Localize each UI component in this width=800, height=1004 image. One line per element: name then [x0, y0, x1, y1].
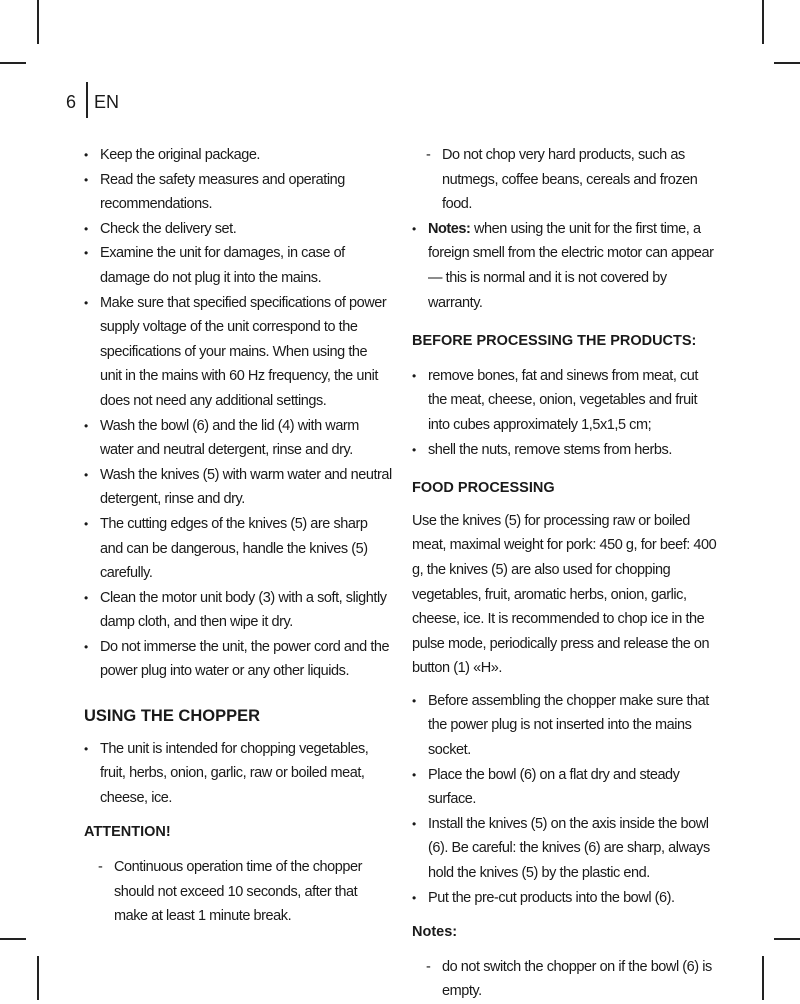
section-heading-using: USING THE CHOPPER [84, 707, 261, 726]
crop-mark-top-right-vertical [762, 0, 764, 44]
before-processing-list [412, 364, 717, 462]
list-item: • Check the delivery set. [84, 217, 392, 242]
notes-heading: Notes: [412, 924, 458, 941]
crop-mark-top-right-horizontal [774, 62, 800, 64]
list-item: • Examine the unit for damages, in case of damage do not plug it into the mains. [84, 241, 392, 290]
notes-label: Notes: [428, 220, 471, 237]
list-item: • Wash the bowl (6) and the lid (4) with warm water and neutral detergent, rinse and dry. [84, 414, 392, 463]
list-item: • Wash the knives (5) with warm water and neutral detergent, rinse and dry. [84, 463, 392, 512]
list-item: • Before assembling the chopper make sure that the power plug is not inserted into the mains socket. [412, 689, 717, 763]
page-number: 6 [66, 92, 77, 112]
food-processing-list [412, 689, 717, 910]
language-label: EN [94, 92, 120, 112]
attention-heading: ATTENTION! [84, 824, 171, 841]
notes-text: when using the unit for the first time, a foreign smell from the electric motor can appear — this is normal and it is not covered by warranty. [428, 220, 714, 311]
header-divider [86, 82, 88, 118]
list-item: • Clean the motor unit body (3) with a soft, slightly damp cloth, and then wipe it dry. [84, 586, 392, 635]
list-item: • Place the bowl (6) on a flat dry and steady surface. [412, 763, 717, 812]
list-item: • Install the knives (5) on the axis inside the bowl (6). Be careful: the knives (6) are sharp, always hold the knives (5) by the plastic end. [412, 812, 717, 886]
section-heading-before: BEFORE PROCESSING THE PRODUCTS: [412, 333, 697, 350]
crop-mark-top-left-vertical [37, 0, 39, 44]
list-item: • remove bones, fat and sinews from meat, cut the meat, cheese, onion, vegetables and fruit into cubes approximately 1,5x1,5 cm; [412, 364, 717, 438]
crop-mark-bottom-left-vertical [37, 956, 39, 1000]
list-item: • Do not immerse the unit, the power cord and the power plug into water or any other liquids. [84, 635, 392, 684]
restrictions-list [412, 143, 717, 217]
list-item: • Read the safety measures and operating recommendations. [84, 168, 392, 217]
list-item: • The unit is intended for chopping vegetables, fruit, herbs, onion, garlic, raw or boiled meat, cheese, ice. [84, 737, 392, 811]
list-item: • Make sure that specified specifications of power supply voltage of the unit correspond to the specifications of your mains. When using the unit in the mains with 60 Hz frequency, the unit does not need any additional settings. [84, 291, 392, 414]
food-paragraph: Use the knives (5) for processing raw or boiled meat, maximal weight for pork: 450 g, for beef: 400 g, the knives (5) are also used for chopping vegetables, fruit, aromatic herbs, onion, garlic, cheese, ice. It is recommended to chop ice in the pulse mode, periodically press and release the on button (1) «H». [412, 512, 717, 677]
notes-dash-list [412, 955, 717, 1004]
list-item: - do not switch the chopper on if the bowl (6) is empty. [412, 955, 717, 1004]
crop-mark-bottom-right-vertical [762, 956, 764, 1000]
list-item: - Continuous operation time of the chopper should not exceed 10 seconds, after that make at least 1 minute break. [84, 855, 392, 929]
using-list [84, 737, 392, 811]
notes-list [412, 217, 717, 315]
right-column [412, 143, 717, 1004]
left-column [84, 143, 392, 929]
crop-mark-bottom-left-horizontal [0, 938, 26, 940]
attention-list [84, 855, 392, 929]
list-item [412, 217, 717, 315]
crop-mark-top-left-horizontal [0, 62, 26, 64]
section-heading-food: FOOD PROCESSING [412, 480, 555, 497]
crop-mark-bottom-right-horizontal [774, 938, 800, 940]
list-item: - Do not chop very hard products, such as nutmegs, coffee beans, cereals and frozen food. [412, 143, 717, 217]
list-item: • Put the pre-cut products into the bowl (6). [412, 886, 717, 911]
list-item: • The cutting edges of the knives (5) are sharp and can be dangerous, handle the knives (5) carefully. [84, 512, 392, 586]
list-item: • shell the nuts, remove stems from herbs. [412, 438, 717, 463]
list-item: • Keep the original package. [84, 143, 392, 168]
preparation-list [84, 143, 392, 684]
